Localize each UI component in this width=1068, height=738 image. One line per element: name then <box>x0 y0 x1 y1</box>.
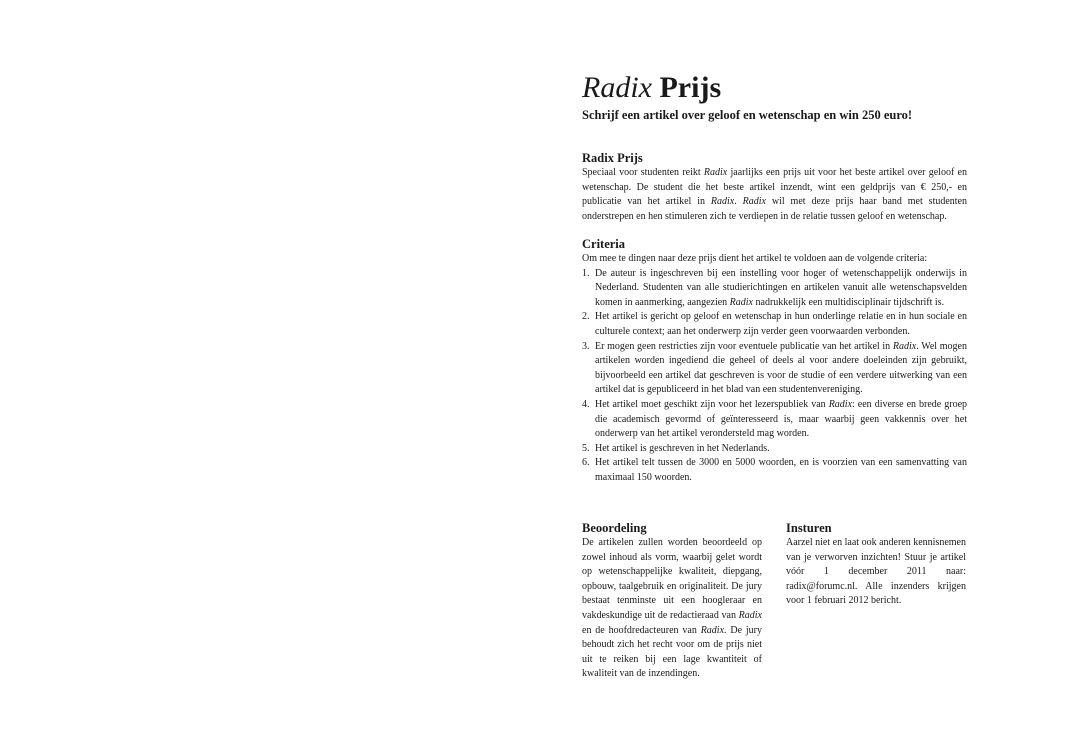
radix-prijs-paragraph: Speciaal voor studenten reikt Radix jaarlijks een prijs uit voor het beste artikel over geloof en wetenschap. De student die het beste artikel inzendt, wint een geldprijs van € 250,- en publicatie van het artikel in Radix. Radix wil met deze prijs haar band met studenten onderstrepen en hen stimuleren zich te verdiepen in de relatie tussen geloof en wetenschap. <box>582 167 967 222</box>
criteria-item: 5. Het artikel is geschreven in het Nederlands. <box>582 442 770 454</box>
criteria-item: 1. De auteur is ingeschreven bij een instelling voor hoger of wetenschappelijk onderwijs in Nederland. Studenten van alle studierichtingen en artikelen vanuit alle wetenschapsvelden komen in aanmerking, aangezien Radix nadrukkelijk een multidisciplinair tijdschrift is. <box>582 267 967 308</box>
section-criteria <box>582 236 967 486</box>
section-heading-criteria: Criteria <box>582 237 626 251</box>
section-beoordeling <box>582 520 762 682</box>
title-italic: Radix <box>582 71 652 104</box>
section-radix-prijs <box>582 150 967 224</box>
section-heading-radix-prijs: Radix Prijs <box>582 151 643 165</box>
page-subtitle: Schrijf een artikel over geloof en wetenschap en win 250 euro! <box>582 108 913 122</box>
section-heading-insturen: Insturen <box>786 521 832 535</box>
title-rest: Prijs <box>659 71 722 104</box>
insturen-paragraph: Aarzel niet en laat ook anderen kennisnemen van je verworven inzichten! Stuur je artikel vóór 1 december 2011 naar: radix@forumc.nl. Alle inzenders krijgen voor 1 februari 2012 bericht. <box>786 537 966 607</box>
section-insturen <box>786 520 966 609</box>
beoordeling-paragraph: De artikelen zullen worden beoordeeld op zowel inhoud als vorm, waarbij gelet wordt op wetenschappelijke kwaliteit, diepgang, opbouw, taalgebruik en originaliteit. De jury bestaat tenminste uit een hoogleraar en vakdeskundige uit de redactieraad van Radix en de hoofdredacteuren van Radix. De jury behoudt zich het recht voor om de prijs niet uit te reiken bij een lage kwantiteit of kwaliteit van de inzendingen. <box>582 537 762 680</box>
criteria-item: 3. Er mogen geen restricties zijn voor eventuele publicatie van het artikel in Radix. Wel mogen artikelen worden ingediend die geheel of deels al voor andere doeleinden zijn gebruikt, bijvoorbeeld een artikel dat geschreven is voor de studie of een verdere uitwerking van een artikel dat is gepubliceerd in het blad van een studentenvereniging. <box>582 340 967 396</box>
page-title <box>582 68 721 108</box>
criteria-item: 6. Het artikel telt tussen de 3000 en 5000 woorden, en is voorzien van een samenvatting van maximaal 150 woorden. <box>582 457 967 483</box>
criteria-item: 2. Het artikel is gericht op geloof en wetenschap in hun onderlinge relatie en in hun sociale en culturele context; aan het onderwerp zijn verder geen voorwaarden verbonden. <box>582 311 967 337</box>
criteria-list <box>582 267 967 486</box>
criteria-item: 4. Het artikel moet geschikt zijn voor het lezerspubliek van Radix: een diverse en brede groep die academisch gevormd of geïnteresseerd is, maar waarbij geen vakkennis over het onderwerp van het artikel verondersteld mag worden. <box>582 398 968 440</box>
criteria-intro: Om mee te dingen naar deze prijs dient het artikel te voldoen aan de volgende criteria: <box>582 253 928 264</box>
section-heading-beoordeling: Beoordeling <box>582 521 647 535</box>
